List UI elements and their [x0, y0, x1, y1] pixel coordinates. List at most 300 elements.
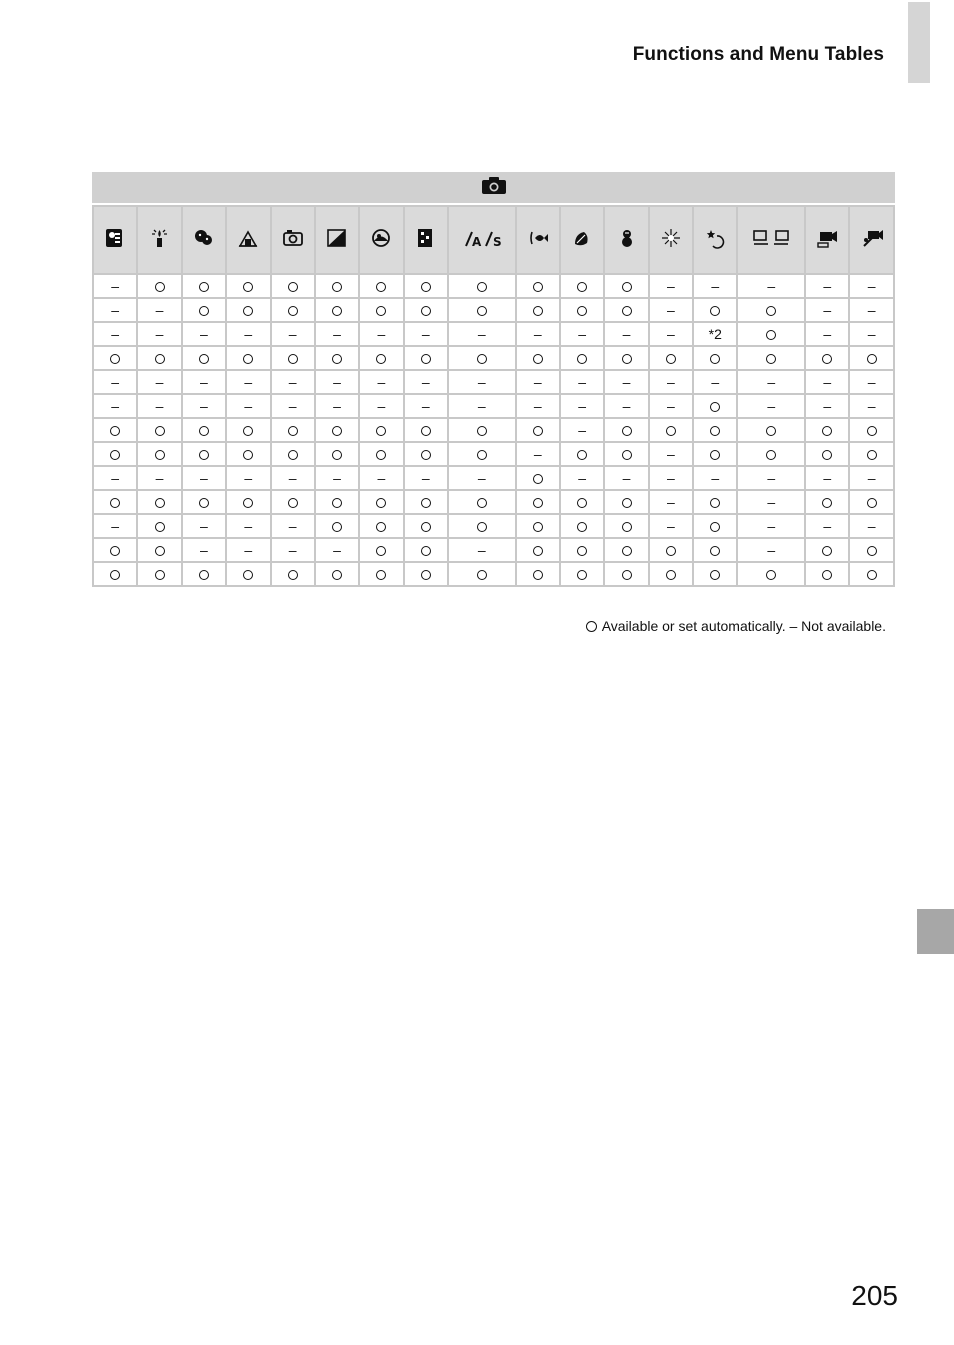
table-cell	[737, 370, 805, 394]
table-cell	[315, 442, 359, 466]
available-circle-icon	[421, 546, 431, 556]
available-circle-icon	[766, 450, 776, 460]
not-available-dash: –	[867, 326, 876, 342]
underwater-icon	[526, 226, 550, 255]
table-cell	[849, 466, 894, 490]
table-cell	[516, 418, 560, 442]
table-cell	[516, 346, 560, 370]
table-cell	[516, 274, 560, 298]
table-cell	[516, 466, 560, 490]
table-row	[93, 418, 894, 442]
table-cell	[693, 514, 737, 538]
table-cell	[805, 346, 849, 370]
table-cell	[805, 490, 849, 514]
available-circle-icon	[477, 426, 487, 436]
not-available-dash: –	[333, 374, 341, 390]
table-cell	[604, 370, 648, 394]
table-cell	[560, 514, 604, 538]
table-cell	[448, 562, 516, 586]
not-available-dash: –	[823, 278, 832, 294]
not-available-dash: –	[578, 398, 587, 414]
not-available-dash: –	[767, 494, 776, 510]
available-circle-icon	[710, 426, 720, 436]
table-cell	[226, 394, 270, 418]
available-circle-icon	[332, 522, 342, 532]
table-cell	[448, 370, 516, 394]
table-cell	[737, 490, 805, 514]
available-circle-icon	[199, 354, 209, 364]
table-cell	[182, 298, 226, 322]
table-cell	[182, 322, 226, 346]
table-cell	[560, 490, 604, 514]
table-cell	[805, 442, 849, 466]
table-cell	[849, 514, 894, 538]
table-cell	[404, 418, 448, 442]
page-number: 205	[851, 1280, 898, 1311]
available-circle-icon	[155, 570, 165, 580]
table-cell	[560, 538, 604, 562]
table-cell	[315, 466, 359, 490]
available-circle-icon	[155, 354, 165, 364]
mode-column-header	[649, 206, 693, 274]
available-circle-icon	[533, 354, 543, 364]
available-circle-icon	[243, 426, 253, 436]
table-cell	[737, 466, 805, 490]
not-available-dash: –	[333, 542, 341, 558]
available-circle-icon	[533, 570, 543, 580]
not-available-dash: –	[288, 374, 297, 390]
svg-text:A: A	[471, 234, 482, 249]
available-circle-icon	[155, 450, 165, 460]
table-cell	[693, 466, 737, 490]
not-available-dash: –	[111, 374, 120, 390]
table-row	[93, 298, 894, 322]
mode-column-header	[560, 206, 604, 274]
not-available-dash: –	[333, 398, 341, 414]
not-available-dash: –	[244, 470, 253, 486]
table-cell	[359, 514, 403, 538]
not-available-dash: –	[421, 326, 430, 342]
snow-icon	[615, 226, 639, 255]
available-circle-icon	[577, 498, 587, 508]
table-cell	[604, 442, 648, 466]
available-circle-icon	[421, 450, 431, 460]
available-circle-icon	[376, 282, 386, 292]
not-available-dash: –	[578, 422, 587, 438]
long-shutter-icon	[703, 226, 727, 255]
available-circle-icon	[822, 546, 832, 556]
not-available-dash: –	[533, 398, 542, 414]
available-circle-icon	[622, 498, 632, 508]
available-circle-icon	[421, 522, 431, 532]
not-available-dash: –	[111, 302, 120, 318]
not-available-dash: –	[823, 518, 832, 534]
available-circle-icon	[199, 570, 209, 580]
not-available-dash: –	[711, 278, 720, 294]
available-circle-icon	[243, 498, 253, 508]
table-row	[93, 442, 894, 466]
table-cell	[516, 538, 560, 562]
available-circle-icon	[376, 522, 386, 532]
mode-column-header	[404, 206, 448, 274]
miniature-icon	[414, 226, 438, 255]
table-cell	[849, 490, 894, 514]
indoor-icon	[236, 226, 260, 255]
available-circle-icon	[199, 282, 209, 292]
available-circle-icon	[477, 306, 487, 316]
table-cell	[849, 418, 894, 442]
available-circle-icon	[710, 354, 720, 364]
not-available-dash: –	[666, 374, 675, 390]
not-available-dash: –	[767, 542, 776, 558]
table-cell	[226, 298, 270, 322]
not-available-dash: –	[622, 374, 631, 390]
table-cell	[93, 490, 137, 514]
not-available-dash: –	[533, 374, 542, 390]
not-available-dash: –	[111, 518, 120, 534]
available-circle-icon	[710, 402, 720, 412]
table-cell	[649, 274, 693, 298]
available-circle-icon	[577, 282, 587, 292]
not-available-dash: –	[867, 470, 876, 486]
table-cell	[693, 418, 737, 442]
table-cell	[849, 370, 894, 394]
table-cell	[315, 370, 359, 394]
mode-column-header	[516, 206, 560, 274]
table-cell	[737, 346, 805, 370]
available-circle-icon	[421, 570, 431, 580]
table-cell	[649, 514, 693, 538]
table-cell	[649, 466, 693, 490]
not-available-dash: –	[666, 326, 675, 342]
not-available-dash: –	[155, 398, 164, 414]
table-cell	[448, 442, 516, 466]
available-circle-icon	[288, 354, 298, 364]
table-cell	[849, 322, 894, 346]
table-cell	[271, 346, 315, 370]
mode-column-header	[359, 206, 403, 274]
available-circle-icon	[477, 498, 487, 508]
table-cell	[649, 490, 693, 514]
available-circle-icon	[421, 498, 431, 508]
table-cell	[604, 418, 648, 442]
table-cell	[516, 490, 560, 514]
table-cell	[137, 466, 181, 490]
available-circle-icon	[867, 546, 877, 556]
table-cell	[805, 538, 849, 562]
available-circle-icon	[622, 546, 632, 556]
table-cell	[182, 394, 226, 418]
available-circle-icon	[477, 450, 487, 460]
table-cell	[516, 322, 560, 346]
not-available-dash: –	[767, 398, 776, 414]
table-cell	[226, 442, 270, 466]
table-cell	[649, 562, 693, 586]
not-available-dash: –	[823, 326, 832, 342]
not-available-dash: –	[200, 326, 208, 342]
table-cell	[404, 562, 448, 586]
not-available-dash: –	[666, 302, 675, 318]
available-circle-icon	[666, 426, 676, 436]
table-cell	[516, 298, 560, 322]
available-circle-icon	[533, 474, 543, 484]
table-cell	[849, 298, 894, 322]
available-circle-icon	[622, 426, 632, 436]
available-circle-icon	[421, 306, 431, 316]
table-cell	[226, 562, 270, 586]
available-circle-icon	[533, 426, 543, 436]
table-cell	[448, 538, 516, 562]
available-circle-icon	[199, 450, 209, 460]
table-row	[93, 538, 894, 562]
not-available-dash: –	[377, 470, 386, 486]
not-available-dash: –	[711, 470, 720, 486]
mode-column-header	[93, 206, 137, 274]
table-cell	[448, 322, 516, 346]
table-cell	[737, 562, 805, 586]
table-cell	[182, 490, 226, 514]
movie-icon	[815, 226, 839, 255]
mode-column-header	[137, 206, 181, 274]
table-cell	[849, 538, 894, 562]
not-available-dash: –	[666, 470, 675, 486]
table-cell	[649, 442, 693, 466]
available-circle-icon	[199, 306, 209, 316]
table-cell	[226, 322, 270, 346]
table-cell	[93, 418, 137, 442]
table-cell	[137, 346, 181, 370]
color-accent-swap-icon	[460, 226, 504, 255]
table-cell	[271, 562, 315, 586]
table-cell	[604, 394, 648, 418]
table-cell	[604, 466, 648, 490]
table-cell	[516, 370, 560, 394]
available-circle-icon	[288, 426, 298, 436]
table-cell	[516, 514, 560, 538]
available-circle-icon	[376, 450, 386, 460]
available-circle-icon	[110, 426, 120, 436]
table-cell	[271, 298, 315, 322]
table-cell	[404, 514, 448, 538]
table-cell	[805, 562, 849, 586]
table-cell	[315, 394, 359, 418]
table-cell	[560, 466, 604, 490]
table-cell	[693, 490, 737, 514]
available-circle-icon	[622, 570, 632, 580]
not-available-dash: –	[477, 374, 486, 390]
not-available-dash: –	[333, 470, 341, 486]
table-cell	[404, 394, 448, 418]
table-cell	[315, 346, 359, 370]
table-cell	[137, 418, 181, 442]
table-cell	[560, 298, 604, 322]
table-cell	[404, 490, 448, 514]
table-cell	[226, 466, 270, 490]
table-cell	[448, 490, 516, 514]
available-circle-icon	[577, 306, 587, 316]
table-cell	[93, 274, 137, 298]
low-light-icon	[281, 226, 305, 255]
table-cell	[805, 466, 849, 490]
available-circle-icon	[332, 306, 342, 316]
table-cell	[448, 274, 516, 298]
table-cell	[93, 298, 137, 322]
not-available-dash: –	[421, 374, 430, 390]
not-available-dash: –	[477, 398, 486, 414]
available-circle-icon	[533, 498, 543, 508]
available-circle-icon	[766, 354, 776, 364]
not-available-dash: –	[867, 278, 876, 294]
table-cell	[604, 562, 648, 586]
table-cell	[404, 274, 448, 298]
not-available-dash: –	[111, 398, 120, 414]
table-cell	[649, 538, 693, 562]
not-available-dash: –	[200, 374, 208, 390]
available-circle-icon	[243, 570, 253, 580]
table-cell	[359, 274, 403, 298]
table-cell	[182, 538, 226, 562]
table-cell	[359, 298, 403, 322]
available-circle-icon	[155, 546, 165, 556]
table-row	[93, 394, 894, 418]
available-circle-icon	[822, 354, 832, 364]
available-circle-icon	[577, 570, 587, 580]
foliage-icon	[570, 226, 594, 255]
not-available-dash: –	[288, 398, 297, 414]
not-available-dash: –	[244, 542, 253, 558]
table-cell	[604, 346, 648, 370]
table-cell	[137, 538, 181, 562]
not-available-dash: –	[421, 398, 430, 414]
iframe-movie-icon	[860, 226, 884, 255]
available-circle-icon	[710, 570, 720, 580]
available-circle-icon	[332, 498, 342, 508]
available-circle-icon	[288, 306, 298, 316]
table-cell	[271, 466, 315, 490]
not-available-dash: –	[155, 374, 164, 390]
table-cell	[359, 442, 403, 466]
shooting-mode-bar	[92, 172, 895, 203]
table-cell	[693, 394, 737, 418]
available-circle-icon	[110, 546, 120, 556]
table-cell	[448, 514, 516, 538]
not-available-dash: –	[578, 326, 587, 342]
table-cell	[737, 274, 805, 298]
not-available-dash: –	[867, 374, 876, 390]
table-cell	[226, 490, 270, 514]
available-circle-icon	[376, 354, 386, 364]
available-circle-icon	[533, 282, 543, 292]
table-cell	[315, 274, 359, 298]
table-cell	[693, 370, 737, 394]
table-cell	[182, 562, 226, 586]
table-cell	[805, 394, 849, 418]
chapter-edge-tab	[908, 2, 930, 83]
table-cell	[737, 322, 805, 346]
not-available-dash: –	[288, 470, 297, 486]
table-cell	[359, 322, 403, 346]
table-cell	[649, 394, 693, 418]
not-available-dash: –	[767, 374, 776, 390]
available-circle-icon	[822, 570, 832, 580]
candlelight-icon	[148, 226, 172, 255]
not-available-dash: –	[244, 374, 253, 390]
table-cell	[137, 514, 181, 538]
available-circle-icon	[867, 426, 877, 436]
table-cell	[93, 442, 137, 466]
table-cell	[226, 346, 270, 370]
table-cell	[693, 322, 737, 346]
available-circle-icon	[421, 426, 431, 436]
table-cell	[315, 298, 359, 322]
table-cell	[226, 538, 270, 562]
not-available-dash: –	[111, 470, 120, 486]
not-available-dash: –	[333, 326, 341, 342]
not-available-dash: –	[111, 278, 120, 294]
available-circle-icon	[288, 450, 298, 460]
table-legend	[586, 618, 886, 634]
available-circle-icon	[376, 570, 386, 580]
available-circle-icon	[622, 282, 632, 292]
available-circle-icon	[332, 450, 342, 460]
not-available-dash: –	[823, 374, 832, 390]
not-available-dash: –	[244, 326, 253, 342]
available-circle-icon	[243, 282, 253, 292]
table-cell	[315, 418, 359, 442]
table-cell	[404, 370, 448, 394]
table-cell	[649, 298, 693, 322]
available-circle-icon	[155, 522, 165, 532]
not-available-dash: –	[288, 542, 297, 558]
not-available-dash: –	[867, 518, 876, 534]
not-available-dash: –	[477, 542, 486, 558]
available-circle-icon	[155, 498, 165, 508]
table-cell	[359, 562, 403, 586]
table-cell	[604, 298, 648, 322]
available-circle-icon	[822, 498, 832, 508]
available-circle-icon	[288, 282, 298, 292]
table-cell	[315, 490, 359, 514]
icon-header-row	[93, 206, 894, 274]
table-cell	[649, 370, 693, 394]
night-portrait-icon	[103, 226, 127, 255]
available-circle-icon	[110, 498, 120, 508]
available-circle-icon	[376, 498, 386, 508]
not-available-dash: –	[288, 326, 297, 342]
table-cell	[271, 490, 315, 514]
not-available-dash: –	[155, 326, 164, 342]
available-circle-icon	[867, 570, 877, 580]
available-circle-icon	[477, 570, 487, 580]
table-row	[93, 514, 894, 538]
not-available-dash: –	[666, 446, 675, 462]
not-available-dash: –	[622, 326, 631, 342]
table-cell	[271, 418, 315, 442]
kids-pets-icon	[192, 226, 216, 255]
table-cell	[359, 346, 403, 370]
table-cell	[182, 466, 226, 490]
table-cell	[693, 346, 737, 370]
table-cell	[315, 538, 359, 562]
table-cell	[404, 538, 448, 562]
table-cell	[737, 538, 805, 562]
table-cell	[849, 394, 894, 418]
available-circle-icon	[710, 546, 720, 556]
available-circle-icon	[243, 306, 253, 316]
table-cell	[271, 370, 315, 394]
table-cell	[693, 562, 737, 586]
table-cell	[315, 514, 359, 538]
